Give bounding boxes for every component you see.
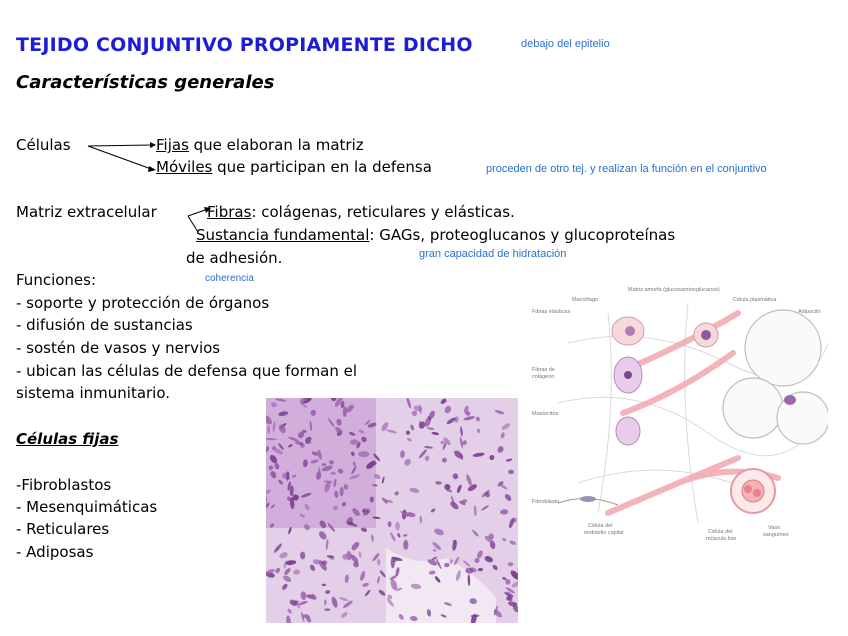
cells-moviles-line xyxy=(156,158,432,176)
diagram-label: Fibras de xyxy=(532,367,555,373)
coherence-note: coherencia xyxy=(205,273,254,284)
fixed-cells-heading: Células fijas xyxy=(16,430,119,448)
function-item: - ubican las células de defensa que forman el xyxy=(16,362,358,380)
diagram-label: Fibroblasto xyxy=(532,499,560,505)
diagram-label: Mastocitos xyxy=(532,411,559,417)
connective-tissue-diagram xyxy=(528,283,828,543)
diagram-label: músculo liso xyxy=(706,536,737,542)
sustancia-line xyxy=(196,226,675,244)
fixed-cell-item: - Reticulares xyxy=(16,520,110,538)
histology-micrograph xyxy=(266,398,518,623)
diagram-label: Célula del xyxy=(588,523,613,529)
fixed-cell-item: - Mesenquimáticas xyxy=(16,498,158,516)
cells-arrows xyxy=(86,140,158,180)
fibras-line xyxy=(207,203,515,221)
fijas-term: Fijas xyxy=(156,136,189,154)
sustancia-desc: : GAGs, proteoglucanos y glucoproteínas xyxy=(369,226,676,244)
diagram-label: Célula plasmática xyxy=(733,297,777,303)
cells-fijas-line xyxy=(156,136,364,154)
cells-label: Células xyxy=(16,136,71,154)
moviles-note: proceden de otro tej. y realizan la función en el conjuntivo xyxy=(486,163,767,175)
diagram-label: colágeno xyxy=(532,374,555,380)
sustancia-term: Sustancia fundamental xyxy=(196,226,370,244)
diagram-label: Vaso xyxy=(768,525,781,531)
functions-heading: Funciones: xyxy=(16,271,97,289)
matrix-label: Matriz extracelular xyxy=(16,203,157,221)
function-item: sistema inmunitario. xyxy=(16,384,171,402)
function-item: - difusión de sustancias xyxy=(16,316,193,334)
diagram-label: endotelio capilar xyxy=(584,530,625,536)
fixed-cell-item: -Fibroblastos xyxy=(16,476,112,494)
diagram-label: Fibras elásticas xyxy=(532,309,571,315)
diagram-label: sanguíneo xyxy=(763,532,789,538)
diagram-label: Macrófago xyxy=(572,297,598,303)
function-item: - sostén de vasos y nervios xyxy=(16,339,221,357)
title-note: debajo del epitelio xyxy=(521,38,610,50)
function-item: - soporte y protección de órganos xyxy=(16,294,270,312)
section-heading-general: Características generales xyxy=(16,72,275,93)
fibras-desc: : colágenas, reticulares y elásticas. xyxy=(251,203,515,221)
hydration-note: gran capacidad de hidratación xyxy=(419,248,567,260)
adhesion-text: de adhesión. xyxy=(186,249,283,267)
diagram-label: Matriz amorfa (glucosaminoglucanos) xyxy=(628,287,720,293)
fixed-cell-item: - Adiposas xyxy=(16,543,94,561)
diagram-label: Adipocito xyxy=(798,309,821,315)
page-title: TEJIDO CONJUNTIVO PROPIAMENTE DICHO xyxy=(16,34,473,56)
fibras-term: Fibras xyxy=(207,203,252,221)
moviles-term: Móviles xyxy=(156,158,213,176)
diagram-label: Célula del xyxy=(708,529,733,535)
moviles-desc: que participan en la defensa xyxy=(212,158,432,176)
fijas-desc: que elaboran la matriz xyxy=(188,136,364,154)
